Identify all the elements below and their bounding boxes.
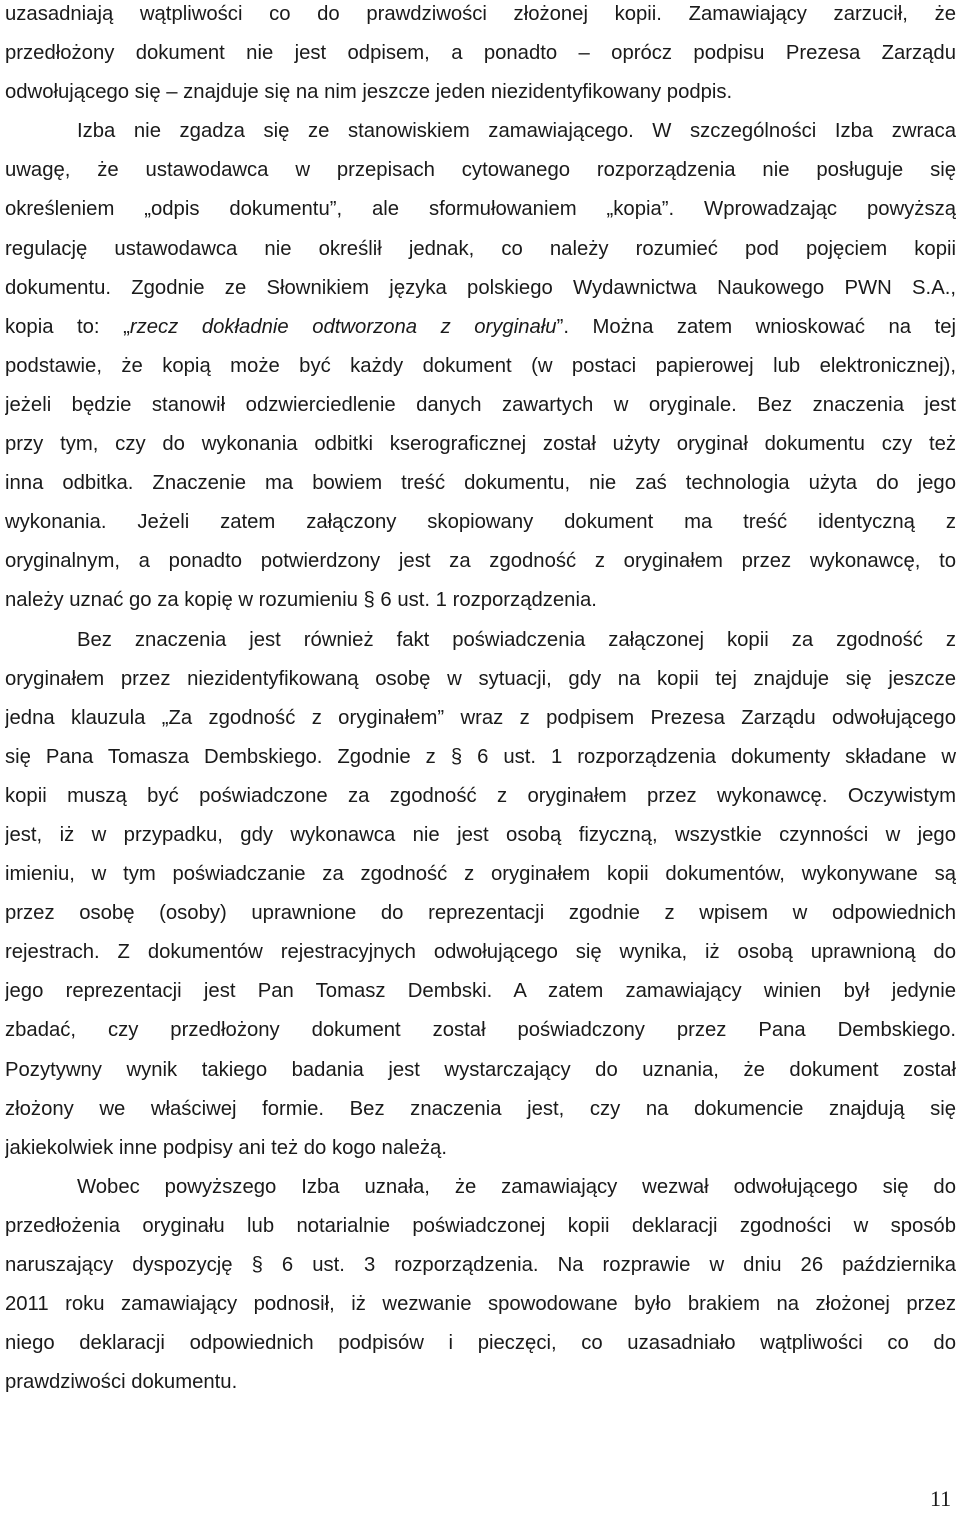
text-line: przez osobę (osoby) uprawnione do reprezentacji zgodnie z wpisem w odpowiednich xyxy=(5,902,956,925)
text-line: uzasadniają wątpliwości co do prawdziwości złożonej kopii. Zamawiający zarzucił, że xyxy=(5,3,956,25)
text-line: jest, iż w przypadku, gdy wykonawca nie jest osobą fizyczną, wszystkie czynności w jego xyxy=(5,823,956,846)
text-line: Wobec powyższego Izba uznała, że zamawiający wezwał odwołującego się do xyxy=(77,1175,956,1198)
text-line: określeniem „odpis dokumentu”, ale sformułowaniem „kopia”. Wprowadzając powyższą xyxy=(5,198,956,221)
text-line: podstawie, że kopią może być każdy dokument (w postaci papierowej lub elektronicznej), xyxy=(5,354,956,377)
text-line: niego deklaracji odpowiednich podpisów i pieczęci, co uzasadniało wątpliwości co do xyxy=(5,1332,956,1355)
italic-quote: rzecz dokładnie odtworzona z oryginału xyxy=(129,315,557,338)
text-line: Pozytywny wynik takiego badania jest wystarczający do uznania, że dokument został xyxy=(5,1058,956,1081)
page-number: 11 xyxy=(930,1486,952,1511)
text-line: kopii muszą być poświadczone za zgodność z oryginałem przez wykonawcę. Oczywistym xyxy=(5,784,956,807)
document-page xyxy=(5,0,956,1402)
text-line: oryginałem przez niezidentyfikowaną osobę w sytuacji, gdy na kopii tej znajduje się jeszcze xyxy=(5,667,956,690)
text-line: naruszający dyspozycję § 6 ust. 3 rozporządzenia. Na rozprawie w dniu 26 października xyxy=(5,1254,956,1276)
text-line: przedłożony dokument nie jest odpisem, a ponadto – oprócz podpisu Prezesa Zarządu xyxy=(5,42,956,65)
text-line: inna odbitka. Znaczenie ma bowiem treść dokumentu, nie zaś technologia użyta do jego xyxy=(5,472,956,495)
text-line: uwagę, że ustawodawca w przepisach cytowanego rozporządzenia nie posługuje się xyxy=(5,159,956,182)
text-line: jedna klauzula „Za zgodność z oryginałem” wraz z podpisem Prezesa Zarządu odwołującego xyxy=(5,706,956,729)
text-line: Izba nie zgadza się ze stanowiskiem zamawiającego. W szczególności Izba zwraca xyxy=(77,120,956,143)
text-line: 2011 roku zamawiający podnosił, iż wezwanie spowodowane było brakiem na złożonej przez xyxy=(5,1293,956,1316)
text-line: się Pana Tomasza Dembskiego. Zgodnie z § 6 ust. 1 rozporządzenia dokumenty składane w xyxy=(5,745,956,768)
text-line: Bez znaczenia jest również fakt poświadczenia załączonej kopii za zgodność z xyxy=(77,628,956,651)
text-line: kopia to: „rzecz dokładnie odtworzona z oryginału”. Można zatem wnioskować na tej xyxy=(5,315,956,338)
text-line: jego reprezentacji jest Pan Tomasz Dembski. A zatem zamawiający winien był jedynie xyxy=(5,980,956,1003)
text-line: zbadać, czy przedłożony dokument został poświadczony przez Pana Dembskiego. xyxy=(5,1019,956,1042)
text-line: prawdziwości dokumentu. xyxy=(5,1371,238,1394)
text-line: odwołującego się – znajduje się na nim jeszcze jeden niezidentyfikowany podpis. xyxy=(5,81,733,104)
text-line: jeżeli będzie stanowił odzwierciedlenie danych zawartych w oryginale. Bez znaczenia jest xyxy=(5,393,956,416)
text-line: dokumentu. Zgodnie ze Słownikiem języka polskiego Wydawnictwa Naukowego PWN S.A., xyxy=(5,276,956,299)
text-line: jakiekolwiek inne podpisy ani też do kogo należą. xyxy=(5,1136,447,1159)
text-line: oryginalnym, a ponadto potwierdzony jest za zgodność z oryginałem przez wykonawcę, to xyxy=(5,550,956,573)
text-line: przedłożenia oryginału lub notarialnie poświadczonej kopii deklaracji zgodności w sposób xyxy=(5,1214,956,1237)
text-line: imieniu, w tym poświadczanie za zgodność z oryginałem kopii dokumentów, wykonywane są xyxy=(5,863,956,886)
text-line: wykonania. Jeżeli zatem załączony skopiowany dokument ma treść identyczną z xyxy=(5,511,956,534)
text-line: złożony we właściwej formie. Bez znaczenia jest, czy na dokumencie znajdują się xyxy=(5,1097,956,1120)
text-line: należy uznać go za kopię w rozumieniu § 6 ust. 1 rozporządzenia. xyxy=(5,589,597,612)
text-line: rejestrach. Z dokumentów rejestracyjnych odwołującego się wynika, iż osobą uprawnioną do xyxy=(5,941,956,964)
text-line: przy tym, czy do wykonania odbitki kserograficznej został użyty oryginał dokumentu czy też xyxy=(5,433,956,456)
text-line: regulację ustawodawca nie określił jednak, co należy rozumieć pod pojęciem kopii xyxy=(5,237,956,260)
